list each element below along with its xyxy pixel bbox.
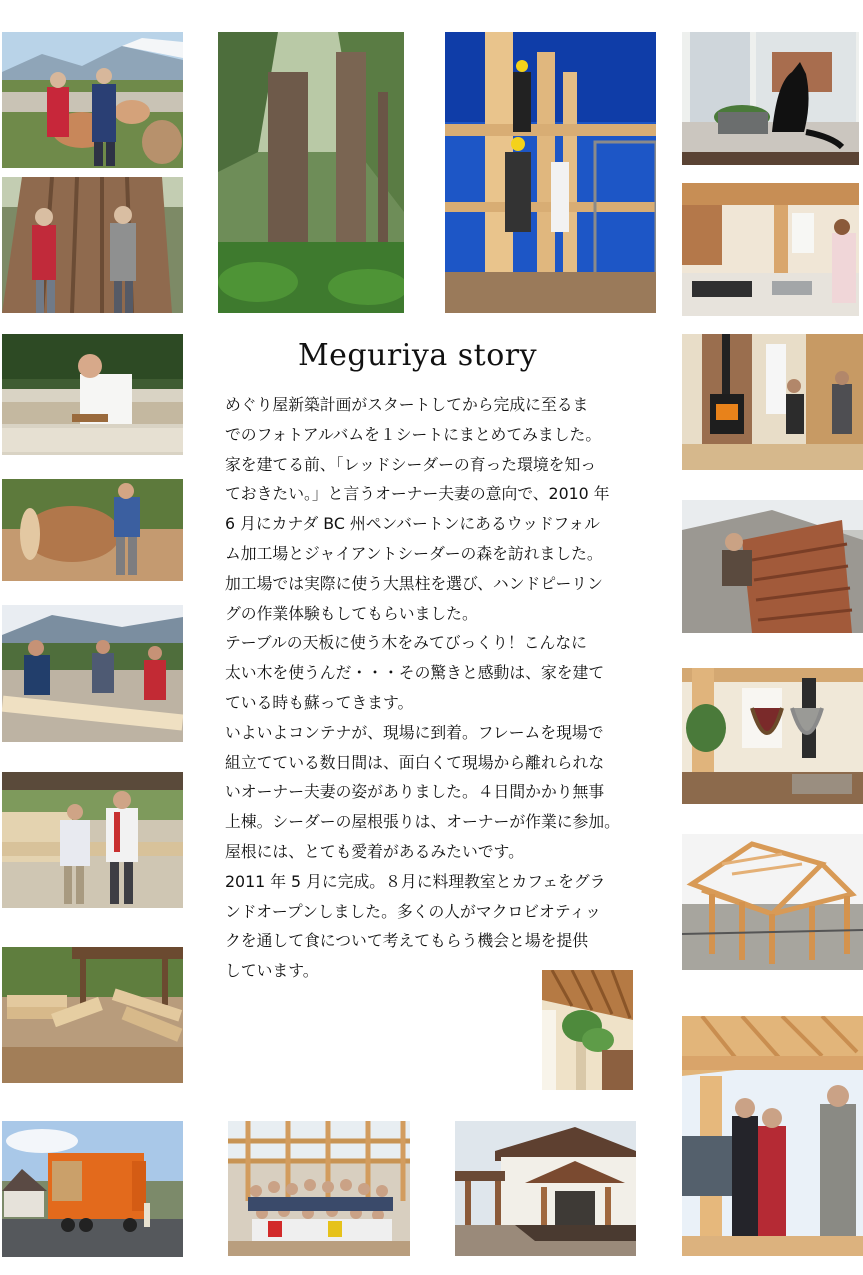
story-line: ている時も蘇ってきます。 [225, 692, 414, 712]
photo-cedar-forest [218, 32, 404, 313]
photo-roof-shingling [682, 500, 863, 633]
photo-worker-with-log [2, 479, 183, 581]
story-line: いよいよコンテナが、現場に到着。フレームを現場で [225, 722, 604, 742]
story-line: 上棟。シーダーの屋根張りは、オーナーが作業に参加。 [225, 812, 620, 832]
photo-finished-house [455, 1121, 636, 1256]
photo-group-peeling-logs [2, 605, 183, 742]
photo-black-cat-window [682, 32, 859, 165]
story-line: ておきたい。」と言うオーナー夫妻の意向で、2010 年 [225, 484, 610, 504]
story-line: ム加工場とジャイアントシーダーの森を訪れました。 [225, 543, 603, 563]
story-line: しています。 [225, 961, 319, 981]
story-line: めぐり屋新築計画がスタートしてから完成に至るま [225, 395, 589, 414]
photo-hammock-interior [682, 668, 863, 804]
photo-team-group [228, 1121, 410, 1256]
photo-frame-raising-blue-sky [445, 32, 656, 313]
photo-hand-peeling-log [2, 334, 183, 455]
photo-woodstove-room [682, 334, 863, 470]
photo-roof-frame-people [682, 1016, 863, 1256]
story-line: 2011 年 5 月に完成。８月に料理教室とカフェをグラ [225, 871, 606, 891]
story-line: 家を建てる前、「レッドシーダーの育った環境を知っ [225, 454, 597, 474]
story-line: 加工場では実際に使う大黒柱を選び、ハンドピーリン [225, 573, 603, 593]
story-line: 6 月にカナダ BC 州ペンバートンにあるウッドフォル [225, 514, 600, 534]
photo-interior-tree [542, 970, 633, 1090]
photo-container-truck [2, 1121, 183, 1257]
page-title: Meguriya story [297, 338, 538, 373]
story-text [225, 390, 650, 986]
story-line: 組立てている数日間は、面白くて現場から離れられな [225, 752, 605, 772]
photo-timber-yard [2, 947, 183, 1083]
photo-couple-with-logs [2, 32, 183, 168]
story-line: でのフォトアルバムを１シートにまとめてみました。 [225, 424, 602, 444]
story-line: いオーナー夫妻の姿がありました。４日間かかり無事 [225, 782, 605, 802]
story-line: ンドオープンしました。多くの人がマクロビオティッ [225, 901, 601, 921]
story-line: 屋根には、とても愛着があるみたいです。 [225, 841, 524, 861]
photo-giant-cedar-trunk [2, 177, 183, 313]
photo-choosing-timber [2, 772, 183, 908]
photo-timber-frame-aerial [682, 834, 863, 970]
story-line: グの作業体験もしてもらいました。 [225, 603, 478, 623]
photo-kitchen-interior [682, 183, 859, 316]
story-line: クを通して食について考えてもらう機会と場を提供 [225, 931, 589, 951]
story-line: テーブルの天板に使う木をみてびっくり！こんなに [225, 633, 587, 653]
story-line: 太い木を使うんだ・・・その驚きと感動は、家を建て [225, 663, 605, 683]
